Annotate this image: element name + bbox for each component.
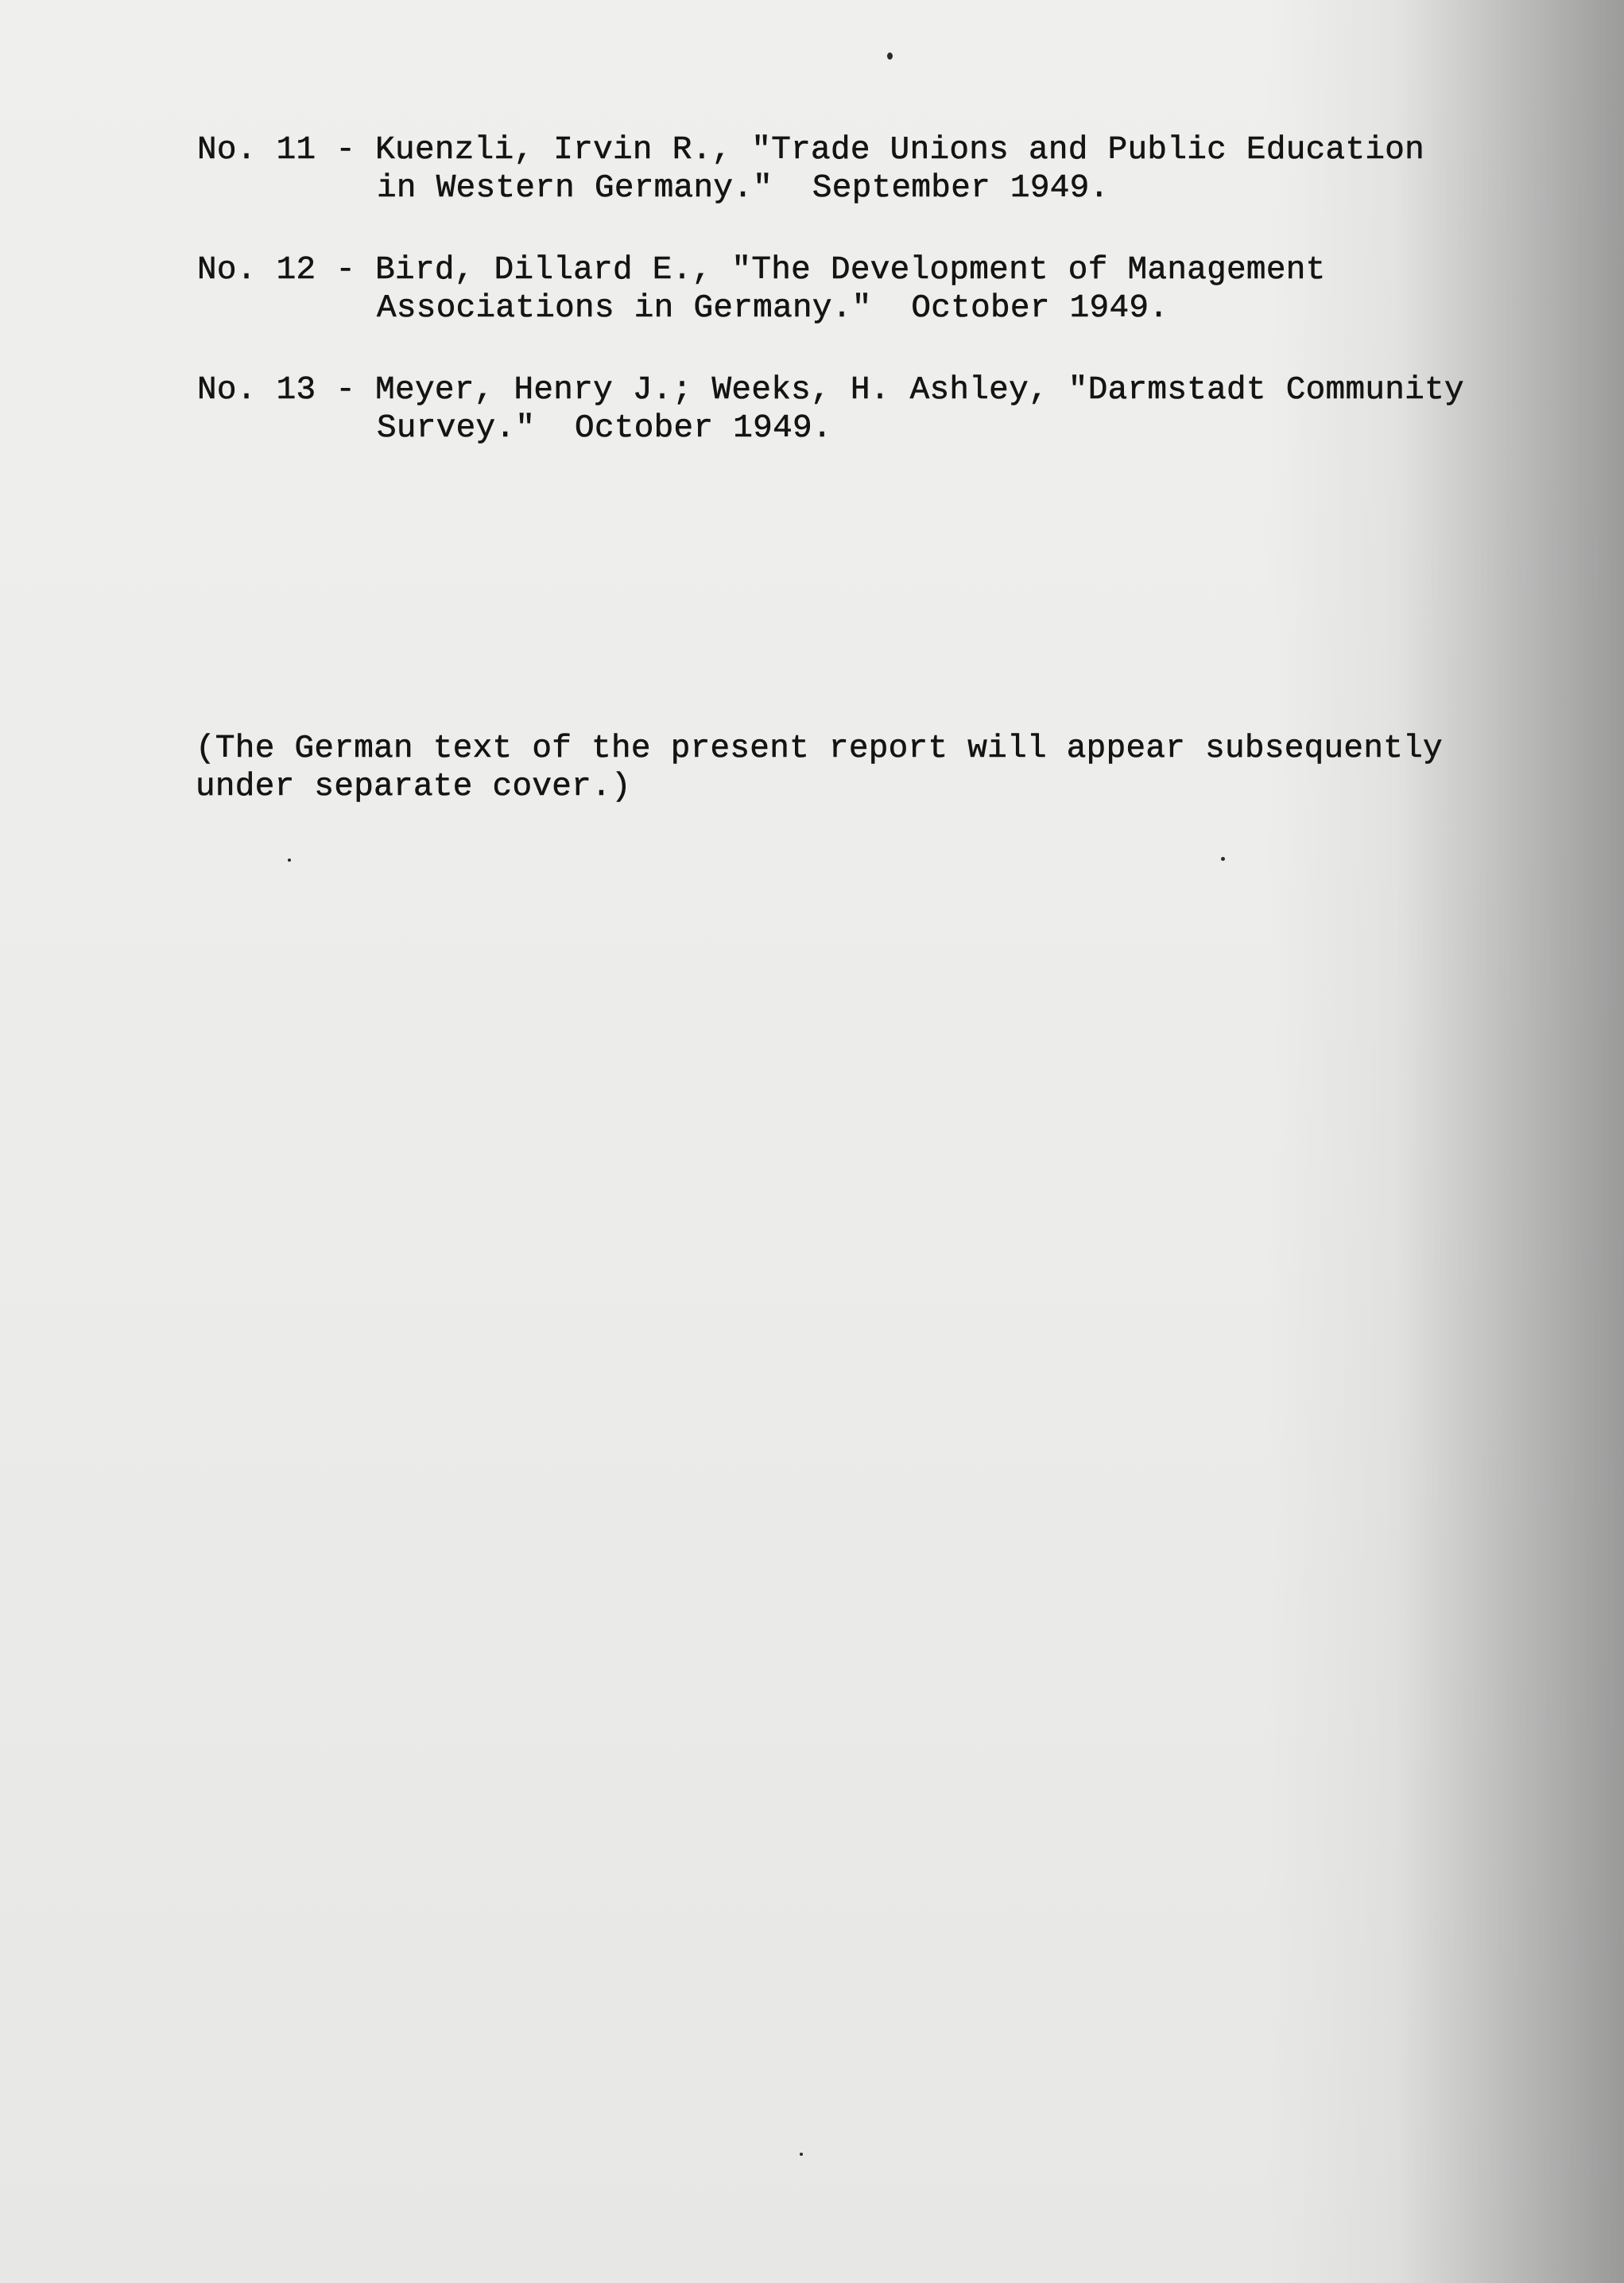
entry-text: Bird, Dillard E., "The Development of Management [375,252,1326,289]
german-text-note [196,730,1515,806]
note-line: under separate cover.) [196,769,631,805]
entry-first-line: No. 13 - Meyer, Henry J.; Weeks, H. Ashley, "Darmstadt Community [197,372,1464,409]
ink-speck [800,2153,803,2156]
ink-speck [288,859,291,862]
entry-continuation: Survey." October 1949. [377,410,832,447]
entry-number: No. 11 [197,132,316,169]
entry-text: Meyer, Henry J.; Weeks, H. Ashley, "Darmstadt Community [375,372,1464,409]
note-line: (The German text of the present report will appear subsequently [196,731,1443,767]
list-item [197,131,1501,207]
entry-first-line: No. 11 - Kuenzli, Irvin R., "Trade Unions and Public Education [197,132,1425,169]
entry-continuation: in Western Germany." September 1949. [377,170,1110,207]
ink-speck [887,52,893,60]
list-item [197,371,1501,448]
entry-text: Kuenzli, Irvin R., "Trade Unions and Public Education [375,132,1425,169]
entry-number: No. 12 [197,252,316,289]
entry-continuation: Associations in Germany." October 1949. [377,290,1169,327]
list-item [197,251,1501,328]
entry-first-line: No. 12 - Bird, Dillard E., "The Development of Management [197,252,1326,289]
ink-speck [1221,857,1225,861]
entry-number: No. 13 [197,372,316,409]
